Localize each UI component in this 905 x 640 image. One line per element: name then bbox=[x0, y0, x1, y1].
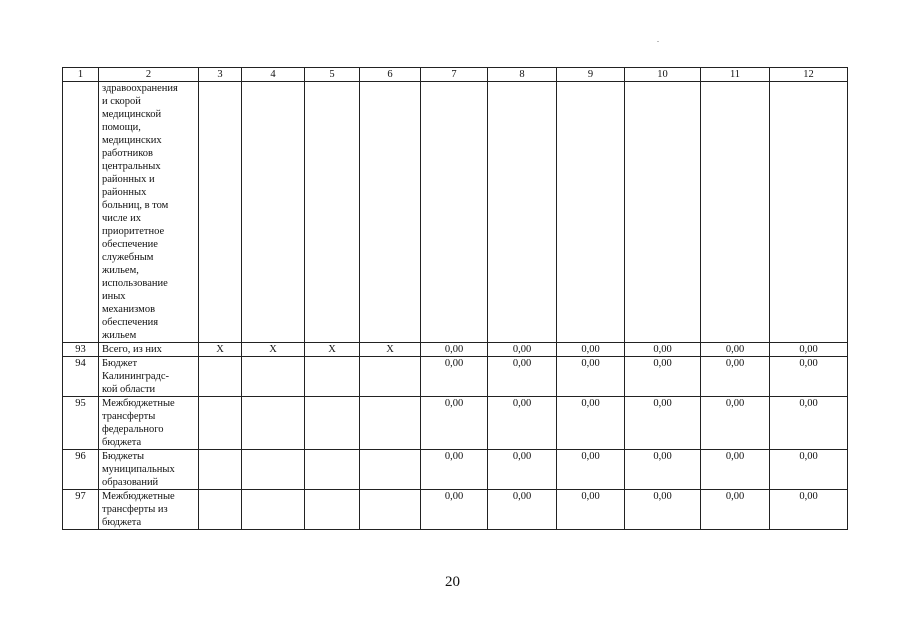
amount-cell: 0,00 bbox=[557, 450, 625, 490]
amount-cell: 0,00 bbox=[770, 343, 848, 357]
row-number-cell: 97 bbox=[63, 490, 99, 530]
marker-cell bbox=[199, 397, 242, 450]
amount-cell: 0,00 bbox=[488, 343, 557, 357]
amount-cell: 0,00 bbox=[557, 490, 625, 530]
description-line: обеспечение bbox=[102, 239, 158, 250]
marker-cell bbox=[305, 397, 360, 450]
description-line: медицинских bbox=[102, 135, 162, 146]
description-line: трансферты bbox=[102, 411, 156, 422]
column-header: 10 bbox=[625, 68, 701, 82]
amount-cell: 0,00 bbox=[625, 450, 701, 490]
marker-cell: X bbox=[199, 343, 242, 357]
column-header: 8 bbox=[488, 68, 557, 82]
description-line: Всего, из них bbox=[102, 344, 162, 355]
empty-cell bbox=[360, 82, 421, 343]
amount-cell: 0,00 bbox=[488, 450, 557, 490]
description-line: муниципальных bbox=[102, 464, 175, 475]
marker-cell bbox=[199, 357, 242, 397]
marker-cell bbox=[199, 450, 242, 490]
continued-row bbox=[63, 82, 848, 343]
description-line: приоритетное bbox=[102, 226, 165, 237]
amount-cell: 0,00 bbox=[701, 343, 770, 357]
empty-cell bbox=[625, 82, 701, 343]
amount-cell: 0,00 bbox=[770, 490, 848, 530]
row-number-cell: 96 bbox=[63, 450, 99, 490]
column-header: 5 bbox=[305, 68, 360, 82]
amount-cell: 0,00 bbox=[701, 397, 770, 450]
amount-cell: 0,00 bbox=[770, 357, 848, 397]
amount-cell: 0,00 bbox=[421, 450, 488, 490]
description-line: Бюджеты bbox=[102, 451, 145, 462]
description-cell bbox=[99, 82, 199, 343]
marker-cell bbox=[242, 490, 305, 530]
description-line: Межбюджетные bbox=[102, 398, 175, 409]
marker-cell: X bbox=[305, 343, 360, 357]
description-line: Межбюджетные bbox=[102, 491, 175, 502]
amount-cell: 0,00 bbox=[701, 450, 770, 490]
marker-cell: X bbox=[242, 343, 305, 357]
amount-cell: 0,00 bbox=[770, 450, 848, 490]
marker-cell: X bbox=[360, 343, 421, 357]
amount-cell: 0,00 bbox=[488, 397, 557, 450]
description-line: образований bbox=[102, 477, 159, 488]
description-cell bbox=[99, 490, 199, 530]
description-line: служебным bbox=[102, 252, 154, 263]
description-line: медицинской bbox=[102, 109, 162, 120]
amount-cell: 0,00 bbox=[557, 357, 625, 397]
description-line: федерального bbox=[102, 424, 164, 435]
description-line: районных bbox=[102, 187, 147, 198]
marker-cell bbox=[199, 490, 242, 530]
amount-cell: 0,00 bbox=[421, 490, 488, 530]
description-cell bbox=[99, 397, 199, 450]
table-row bbox=[63, 343, 848, 357]
marker-cell bbox=[305, 357, 360, 397]
amount-cell: 0,00 bbox=[625, 397, 701, 450]
table-row bbox=[63, 490, 848, 530]
description-line: помощи, bbox=[102, 122, 141, 133]
marker-cell bbox=[242, 357, 305, 397]
description-line: числе их bbox=[102, 213, 141, 224]
marker-cell bbox=[305, 490, 360, 530]
empty-cell bbox=[421, 82, 488, 343]
amount-cell: 0,00 bbox=[421, 357, 488, 397]
amount-cell: 0,00 bbox=[557, 397, 625, 450]
amount-cell: 0,00 bbox=[701, 490, 770, 530]
row-number-cell: 95 bbox=[63, 397, 99, 450]
description-line: районных и bbox=[102, 174, 155, 185]
amount-cell: 0,00 bbox=[625, 490, 701, 530]
column-header: 2 bbox=[99, 68, 199, 82]
marker-cell bbox=[305, 450, 360, 490]
description-line: работников bbox=[102, 148, 153, 159]
description-line: Бюджет bbox=[102, 358, 138, 369]
row-number-cell: 93 bbox=[63, 343, 99, 357]
amount-cell: 0,00 bbox=[625, 343, 701, 357]
marker-cell bbox=[242, 450, 305, 490]
description-cell bbox=[99, 343, 199, 357]
column-header: 3 bbox=[199, 68, 242, 82]
empty-cell bbox=[770, 82, 848, 343]
description-line: здравоохранения bbox=[102, 83, 178, 94]
marker-cell bbox=[242, 397, 305, 450]
column-header: 1 bbox=[63, 68, 99, 82]
description-line: больниц, в том bbox=[102, 200, 169, 211]
description-line: механизмов bbox=[102, 304, 156, 315]
amount-cell: 0,00 bbox=[421, 343, 488, 357]
description-cell bbox=[99, 357, 199, 397]
description-line: центральных bbox=[102, 161, 161, 172]
empty-cell bbox=[557, 82, 625, 343]
column-header: 9 bbox=[557, 68, 625, 82]
column-header: 7 bbox=[421, 68, 488, 82]
page-number: 20 bbox=[445, 574, 460, 590]
description-line: использование bbox=[102, 278, 168, 289]
empty-cell bbox=[242, 82, 305, 343]
empty-cell bbox=[488, 82, 557, 343]
empty-cell bbox=[199, 82, 242, 343]
row-number-cell: 94 bbox=[63, 357, 99, 397]
description-line: кой области bbox=[102, 384, 156, 395]
amount-cell: 0,00 bbox=[421, 397, 488, 450]
column-header: 11 bbox=[701, 68, 770, 82]
amount-cell: 0,00 bbox=[770, 397, 848, 450]
description-line: обеспечения bbox=[102, 317, 159, 328]
description-line: Калининградс- bbox=[102, 371, 170, 382]
description-line: иных bbox=[102, 291, 126, 302]
marker-cell bbox=[360, 357, 421, 397]
table-row bbox=[63, 357, 848, 397]
empty-cell bbox=[701, 82, 770, 343]
amount-cell: 0,00 bbox=[488, 357, 557, 397]
description-line: бюджета bbox=[102, 517, 142, 528]
marker-cell bbox=[360, 490, 421, 530]
column-header: 4 bbox=[242, 68, 305, 82]
table-row bbox=[63, 397, 848, 450]
budget-table bbox=[62, 67, 848, 530]
description-line: жильем, bbox=[102, 265, 139, 276]
scan-speck bbox=[657, 41, 659, 42]
empty-cell bbox=[305, 82, 360, 343]
description-line: трансферты из bbox=[102, 504, 168, 515]
column-header: 6 bbox=[360, 68, 421, 82]
amount-cell: 0,00 bbox=[488, 490, 557, 530]
description-cell bbox=[99, 450, 199, 490]
column-header: 12 bbox=[770, 68, 848, 82]
amount-cell: 0,00 bbox=[701, 357, 770, 397]
marker-cell bbox=[360, 397, 421, 450]
description-line: бюджета bbox=[102, 437, 142, 448]
marker-cell bbox=[360, 450, 421, 490]
table-row bbox=[63, 450, 848, 490]
header-row bbox=[63, 68, 848, 82]
row-number-cell bbox=[63, 82, 99, 343]
description-line: жильем bbox=[102, 330, 137, 341]
description-line: и скорой bbox=[102, 96, 141, 107]
amount-cell: 0,00 bbox=[625, 357, 701, 397]
amount-cell: 0,00 bbox=[557, 343, 625, 357]
